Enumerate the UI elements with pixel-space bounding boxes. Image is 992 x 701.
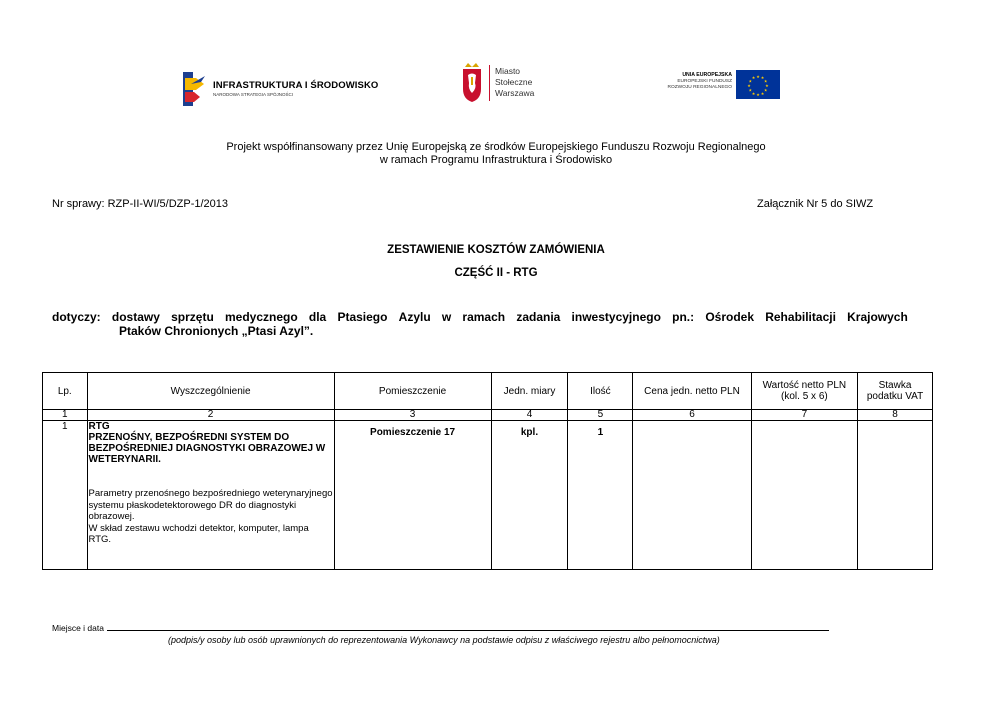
eu-logo bbox=[656, 68, 780, 102]
place-date-line bbox=[52, 622, 829, 633]
subject-word: Krajowych bbox=[847, 310, 908, 324]
cost-table bbox=[42, 372, 933, 570]
row-lp: 1 bbox=[43, 421, 88, 570]
document-title: ZESTAWIENIE KOSZTÓW ZAMÓWIENIA bbox=[387, 244, 605, 256]
annex-label: Załącznik Nr 5 do SIWZ bbox=[757, 198, 874, 210]
row-description bbox=[87, 421, 334, 570]
subject-word: Rehabilitacji bbox=[765, 310, 836, 324]
svg-text:★: ★ bbox=[763, 87, 768, 93]
subject-word: Ptasiego bbox=[337, 310, 388, 324]
document-part: CZĘŚĆ II - RTG bbox=[454, 267, 538, 279]
subject-word: w bbox=[441, 310, 452, 324]
subject-word: Azylu bbox=[398, 310, 431, 324]
svg-text:★: ★ bbox=[760, 90, 765, 96]
col-number: 8 bbox=[858, 410, 933, 421]
signature-line bbox=[107, 622, 829, 631]
row-item-name: RTG PRZENOŚNY, BEZPOŚREDNI SYSTEM DO BEZPOŚREDNIEJ DIAGNOSTYKI OBRAZOWEJ W WETERYNARII. bbox=[88, 421, 326, 465]
svg-text:★: ★ bbox=[765, 83, 769, 88]
header-vat: Stawka podatku VAT bbox=[858, 373, 933, 410]
subject-word: dla bbox=[308, 310, 327, 324]
header-unit-price: Cena jedn. netto PLN bbox=[633, 373, 751, 410]
svg-text:★: ★ bbox=[751, 75, 756, 81]
row-room: Pomieszczenie 17 bbox=[334, 421, 491, 570]
cofinance-line2: w ramach Programu Infrastruktura i Środowisko bbox=[379, 154, 613, 166]
table-row bbox=[43, 421, 933, 570]
subject-word: ramach bbox=[462, 310, 506, 324]
svg-text:★: ★ bbox=[748, 87, 753, 93]
subject-word: zadania bbox=[516, 310, 561, 324]
svg-text:★: ★ bbox=[748, 78, 753, 84]
row-quantity: 1 bbox=[568, 421, 633, 570]
header-net-value: Wartość netto PLN (kol. 5 x 6) bbox=[751, 373, 857, 410]
eu-line2: EUROPEJSKI FUNDUSZ bbox=[677, 79, 732, 84]
svg-text:★: ★ bbox=[760, 75, 765, 81]
place-date-label: Miejsce i data bbox=[52, 623, 104, 633]
subject-word: pn.: bbox=[672, 310, 695, 324]
subject-word: dotyczy: bbox=[52, 310, 101, 324]
header-quantity: Ilość bbox=[568, 373, 633, 410]
subject-word: Ośrodek bbox=[705, 310, 755, 324]
case-number: Nr sprawy: RZP-II-WI/5/DZP-1/2013 bbox=[52, 198, 229, 210]
infrastruktura-sub: NARODOWA STRATEGIA SPÓJNOŚCI bbox=[213, 92, 294, 97]
subject-line2: Ptaków Chronionych „Ptasi Azyl”. bbox=[119, 324, 314, 338]
col-number: 7 bbox=[751, 410, 857, 421]
row-unit-price bbox=[633, 421, 751, 570]
header-room: Pomieszczenie bbox=[334, 373, 491, 410]
col-number: 1 bbox=[43, 410, 88, 421]
eu-line3: ROZWOJU REGIONALNEGO bbox=[667, 85, 732, 90]
svg-text:★: ★ bbox=[751, 90, 756, 96]
table-number-row bbox=[43, 410, 933, 421]
row-item-details: Parametry przenośnego bezpośredniego weterynaryjnego systemu płaskodetektorowego DR do diagnostyki obrazowej. W skład zestawu wchodzi detektor, komputer, lampa RTG. bbox=[88, 488, 333, 545]
cofinance-line1: Projekt współfinansowany przez Unię Europejską ze środków Europejskiego Funduszu Rozwoju Regionalnego bbox=[226, 141, 766, 153]
svg-text:★: ★ bbox=[756, 74, 760, 79]
header-lp: Lp. bbox=[43, 373, 88, 410]
warszawa-line2: Stołeczne bbox=[495, 77, 533, 87]
warszawa-divider bbox=[489, 65, 490, 101]
eu-text bbox=[656, 72, 732, 91]
warszawa-crest-icon bbox=[460, 63, 484, 103]
header-description: Wyszczególnienie bbox=[87, 373, 334, 410]
infrastruktura-emblem-icon bbox=[183, 72, 209, 106]
row-net-value bbox=[751, 421, 857, 570]
header-unit: Jedn. miary bbox=[491, 373, 568, 410]
subject-word: inwestycyjnego bbox=[571, 310, 661, 324]
warszawa-line3: Warszawa bbox=[495, 88, 535, 98]
subject-paragraph bbox=[52, 310, 908, 338]
subject-word: dostawy bbox=[111, 310, 160, 324]
col-number: 3 bbox=[334, 410, 491, 421]
infrastruktura-logo bbox=[183, 72, 379, 106]
table-header-row bbox=[43, 373, 933, 410]
col-number: 6 bbox=[633, 410, 751, 421]
eu-flag-icon bbox=[736, 70, 780, 99]
row-vat bbox=[858, 421, 933, 570]
col-number: 2 bbox=[87, 410, 334, 421]
warszawa-text bbox=[495, 66, 534, 99]
svg-text:★: ★ bbox=[747, 83, 751, 88]
warszawa-line1: Miasto bbox=[495, 66, 521, 76]
eu-line1: UNIA EUROPEJSKA bbox=[682, 72, 732, 78]
svg-text:★: ★ bbox=[756, 92, 760, 97]
signature-note: (podpis/y osoby lub osób uprawnionych do reprezentowania Wykonawcy na podstawie odpisu z właściwego rejestru albo pełnomocnictwa) bbox=[168, 635, 720, 645]
svg-text:★: ★ bbox=[763, 78, 768, 84]
infrastruktura-name: INFRASTRUKTURA I ŚRODOWISKO bbox=[213, 80, 379, 91]
subject-word: sprzętu bbox=[171, 310, 214, 324]
warszawa-logo bbox=[460, 63, 560, 105]
col-number: 5 bbox=[568, 410, 633, 421]
subject-word: medycznego bbox=[225, 310, 298, 324]
row-unit: kpl. bbox=[491, 421, 568, 570]
col-number: 4 bbox=[491, 410, 568, 421]
subject-line1 bbox=[52, 310, 908, 324]
